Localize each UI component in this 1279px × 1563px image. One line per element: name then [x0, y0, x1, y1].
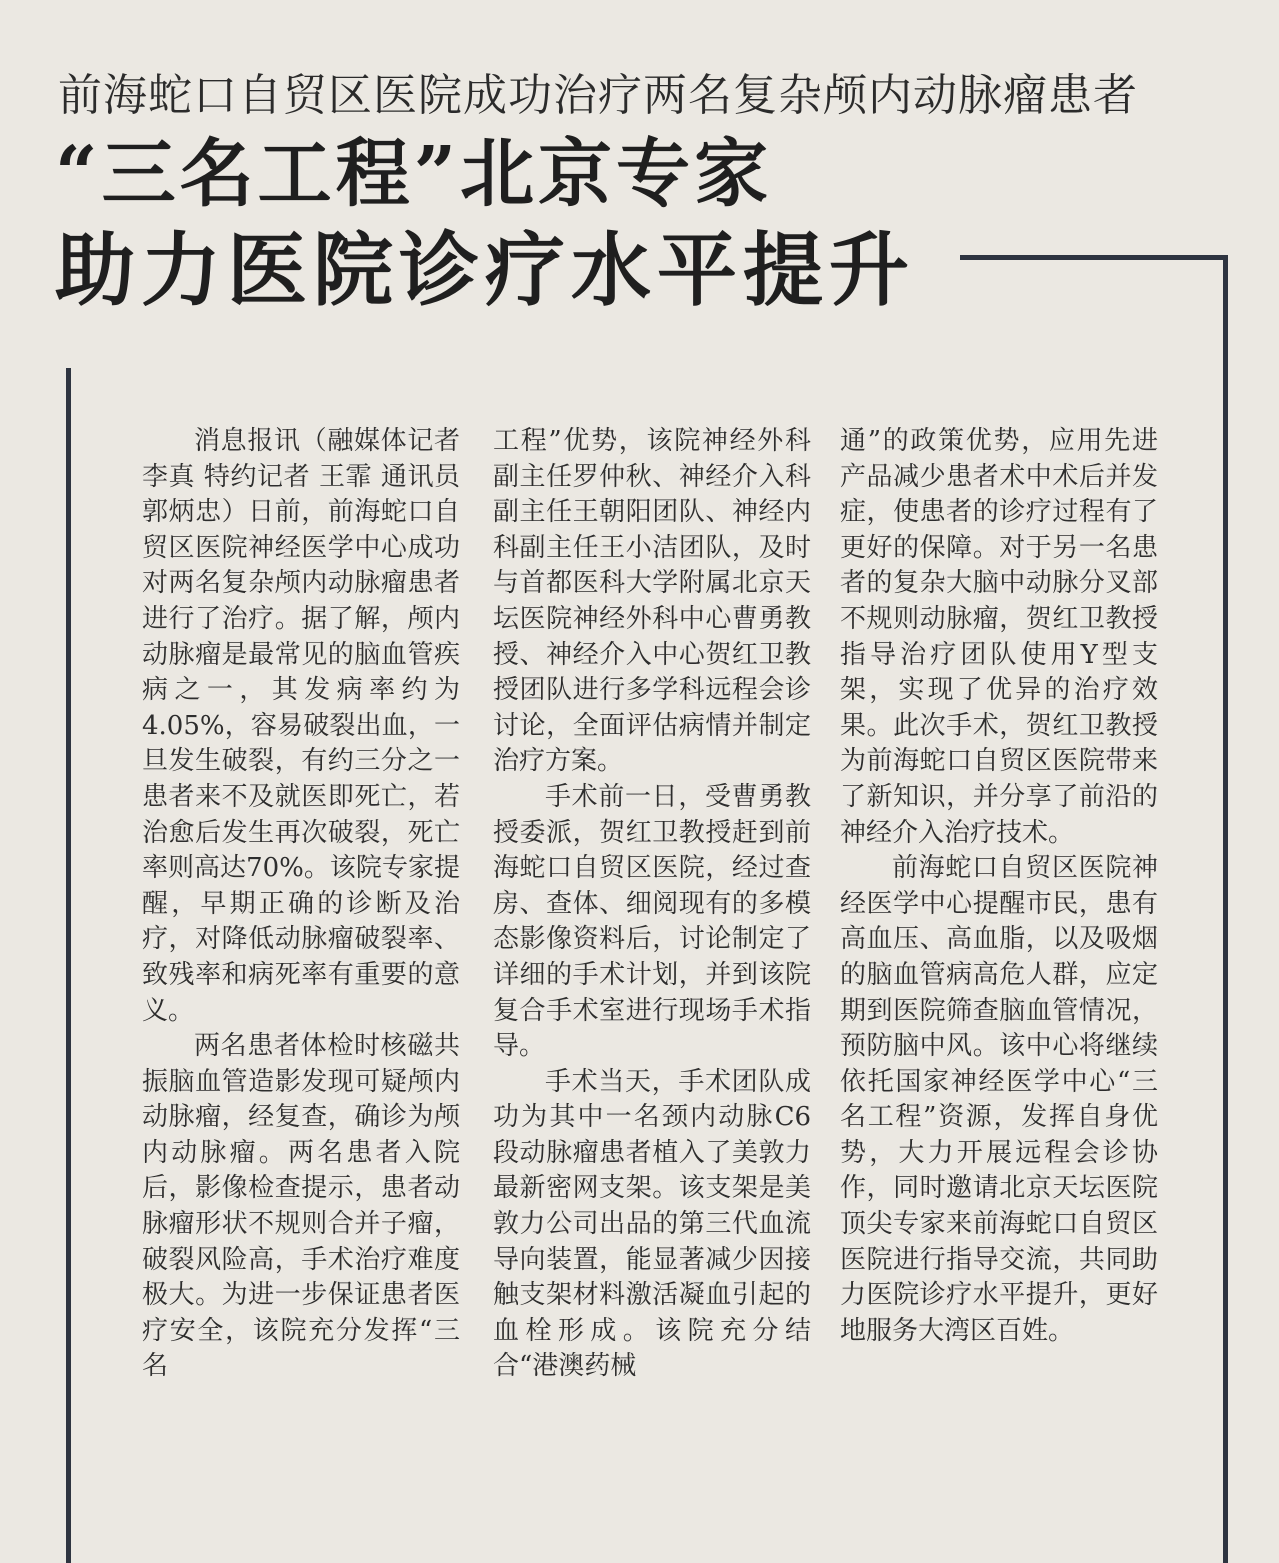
article-column-3	[840, 424, 1158, 1444]
paragraph: 消息报讯（融媒体记者 李真 特约记者 王霏 通讯员 郭炳忠）日前，前海蛇口自贸区医院神经医学中心成功对两名复杂颅内动脉瘤患者进行了治疗。据了解，颅内动脉瘤是最常见的脑血管疾病之一，其发病率约为4.05%，容易破裂出血，一旦发生破裂，有约三分之一患者来不及就医即死亡，若治愈后发生再次破裂，死亡率则高达70%。该院专家提醒，早期正确的诊断及治疗，对降低动脉瘤破裂率、致残率和病死率有重要的意义。	[142, 426, 460, 1026]
paragraph: 前海蛇口自贸区医院神经医学中心提醒市民，患有高血压、高血脂，以及吸烟的脑血管病高危人群，应定期到医院筛查脑血管情况，预防脑中风。该中心将继续依托国家神经医学中心“三名工程”资源，发挥自身优势，大力开展远程会诊协作，同时邀请北京天坛医院顶尖专家来前海蛇口自贸区医院进行指导交流，共同助力医院诊疗水平提升，更好地服务大湾区百姓。	[840, 853, 1158, 1346]
paragraph-continued: 工程”优势，该院神经外科副主任罗仲秋、神经介入科副主任王朝阳团队、神经内科副主任王小洁团队，及时与首都医科大学附属北京天坛医院神经外科中心曹勇教授、神经介入中心贺红卫教授团队进行多学科远程会诊讨论，全面评估病情并制定治疗方案。	[493, 426, 811, 777]
headline-line-2: 助力医院诊疗水平提升	[55, 223, 915, 317]
paragraph: 手术当天，手术团队成功为其中一名颈内动脉C6段动脉瘤患者植入了美敦力最新密网支架。该支架是美敦力公司出品的第三代血流导向装置，能显著减少因接触支架材料激活凝血引起的血栓形成。该院充分结合“港澳药械	[493, 1066, 811, 1382]
paragraph: 手术前一日，受曹勇教授委派，贺红卫教授赶到前海蛇口自贸区医院，经过查房、查体、细阅现有的多模态影像资料后，讨论制定了详细的手术计划，并到该院复合手术室进行现场手术指导。	[493, 781, 811, 1062]
article-column-2	[493, 424, 811, 1444]
article-kicker: 前海蛇口自贸区医院成功治疗两名复杂颅内动脉瘤患者	[58, 70, 1138, 121]
paragraph: 两名患者体检时核磁共振脑血管造影发现可疑颅内动脉瘤，经复查，确诊为颅内动脉瘤。两名患者入院后，影像检查提示，患者动脉瘤形状不规则合并子瘤，破裂风险高，手术治疗难度极大。为进一步保证患者医疗安全，该院充分发挥“三名	[142, 1031, 460, 1382]
frame-left-rule	[66, 368, 71, 1563]
frame-top-rule	[960, 255, 1228, 260]
article-column-1	[142, 424, 460, 1444]
frame-right-rule	[1223, 255, 1228, 1563]
paragraph-continued: 通”的政策优势，应用先进产品减少患者术中术后并发症，使患者的诊疗过程有了更好的保障。对于另一名患者的复杂大脑中动脉分叉部不规则动脉瘤，贺红卫教授指导治疗团队使用Y型支架，实现了优异的治疗效果。此次手术，贺红卫教授为前海蛇口自贸区医院带来了新知识，并分享了前沿的神经介入治疗技术。	[840, 426, 1158, 848]
headline-line-1: “三名工程”北京专家	[55, 131, 773, 217]
